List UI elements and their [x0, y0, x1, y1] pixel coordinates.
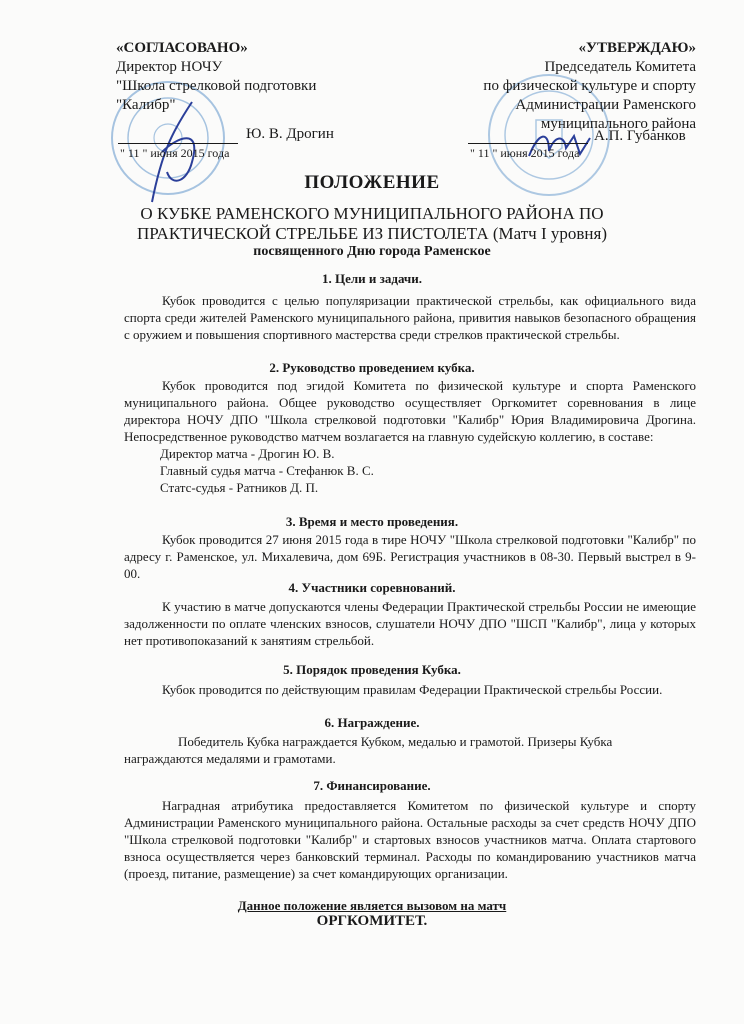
- document-subtitle-line2: ПРАКТИЧЕСКОЙ СТРЕЛЬБЕ ИЗ ПИСТОЛЕТА (Матч I уровня): [137, 224, 607, 243]
- right-block-heading: «УТВЕРЖДАЮ»: [578, 40, 696, 56]
- left-block-signer: Ю. В. Дрогин: [246, 126, 334, 142]
- section-2-heading: 2. Руководство проведением кубка.: [269, 360, 475, 375]
- section-1-text: Кубок проводится с целью популяризации практической стрельбы, как официального вида спорта среди жителей Раменского муниципального района, привития навыков безопасного обращения с оружием и повышения спортивного мастерства среди стрелков практической стрельбы.: [124, 293, 696, 342]
- section-5-heading: 5. Порядок проведения Кубка.: [283, 662, 461, 677]
- footer-orgcommittee: ОРГКОМИТЕТ.: [316, 913, 428, 929]
- left-block-line1: Директор НОЧУ: [116, 59, 223, 75]
- right-block-date: " 11 " июня 2015 года: [470, 146, 580, 160]
- right-block-line3: Администрации Раменского: [515, 97, 696, 113]
- right-signature-line: [468, 143, 588, 144]
- section-4-heading: 4. Участники соревнований.: [288, 580, 456, 595]
- document-title: ПОЛОЖЕНИЕ: [304, 172, 440, 193]
- right-block-line2: по физической культуре и спорту: [483, 78, 696, 94]
- staff-stats-judge: Статс-судья - Ратников Д. П.: [160, 480, 319, 495]
- document-subtitle-line1: О КУБКЕ РАМЕНСКОГО МУНИЦИПАЛЬНОГО РАЙОНА ПО: [140, 204, 604, 223]
- section-6-heading: 6. Награждение.: [324, 715, 420, 730]
- left-block-date: " 11 " июня 2015 года: [120, 146, 230, 160]
- staff-chief-judge: Главный судья матча - Стефанюк В. С.: [160, 463, 374, 478]
- left-block-line3: "Калибр": [116, 97, 176, 113]
- left-block-line2: "Школа стрелковой подготовки: [116, 78, 317, 94]
- footer-challenge-line: Данное положение является вызовом на матч: [237, 898, 507, 913]
- staff-director: Директор матча - Дрогин Ю. В.: [160, 446, 335, 461]
- left-signature-line: [118, 143, 238, 144]
- section-6-text: Победитель Кубка награждается Кубком, медалью и грамотой. Призеры Кубка награждаются медалями и грамотами.: [124, 734, 613, 766]
- right-block-line1: Председатель Комитета: [544, 59, 696, 75]
- section-3-heading: 3. Время и место проведения.: [285, 514, 459, 529]
- section-3-text: Кубок проводится 27 июня 2015 года в тире НОЧУ "Школа стрелковой подготовки "Калибр" по адресу г. Раменское, ул. Михалевича, дом 69Б. Регистрация участников в 08-30. Первый выстрел в 9-00.: [124, 532, 696, 581]
- section-1-heading: 1. Цели и задачи.: [321, 271, 422, 286]
- section-7-heading: 7. Финансирование.: [313, 778, 431, 793]
- section-5-text: Кубок проводится по действующим правилам Федерации Практической стрельбы России.: [162, 682, 663, 697]
- section-7-text: Наградная атрибутика предоставляется Комитетом по физической культуре и спорту Администрации Раменского муниципального района. Остальные расходы за счет средств НОЧУ ДПО "Школа стрелковой подготовки "Калибр" и стартовых взносов участников матча. Оплата стартового взноса осуществляется через банковский терминал. Расходы по командированию участников матча (проезд, питание, размещение) за счет командирующих организации.: [124, 798, 696, 881]
- document-dedication: посвященного Дню города Раменское: [253, 244, 491, 259]
- right-block-line4: муниципального района: [540, 116, 696, 132]
- left-block-heading: «СОГЛАСОВАНО»: [116, 40, 248, 56]
- section-4-text: К участию в матче допускаются члены Федерации Практической стрельбы России не имеющие задолженности по оплате членских взносов, слушатели НОЧУ ДПО "ШСП "Калибр", лица у которых нет противопоказаний к занятиям стрельбой.: [124, 599, 696, 648]
- section-2-text: Кубок проводится под эгидой Комитета по физической культуре и спорта Раменского муниципального района. Общее руководство осуществляет Оргкомитет соревнования в лице директора НОЧУ ДПО "Школа стрелковой подготовки "Калибр" Юрия Владимировича Дрогина. Непосредственное руководство матчем возлагается на главную судейскую коллегию, в составе:: [124, 378, 696, 444]
- right-block-signer: А.П. Губанков: [594, 128, 686, 144]
